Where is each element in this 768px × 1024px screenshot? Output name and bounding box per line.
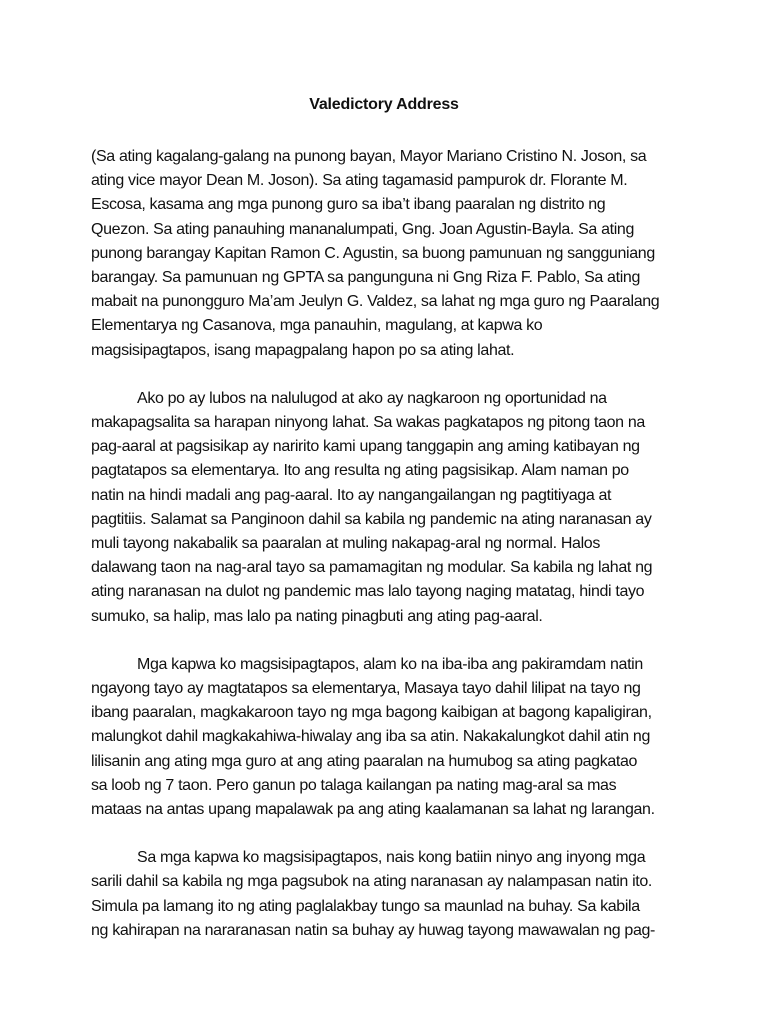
paragraph-line: natin na hindi madali ang pag-aaral. Ito ay nangangailangan ng pagtitiyaga at xyxy=(91,486,612,504)
paragraph-line: sarili dahil sa kabila ng mga pagsubok na ating naranasan ay nalampasan natin ito. xyxy=(91,873,653,891)
paragraph-line: sa loob ng 7 taon. Pero ganun po talaga kailangan pa nating mag-aral sa mas xyxy=(91,776,617,794)
paragraph-line: Escosa, kasama ang mga punong guro sa iba’t ibang paaralan ng distrito ng xyxy=(91,196,606,214)
paragraph-1 xyxy=(91,145,691,363)
paragraph-line: ng kahirapan na nararanasan natin sa buhay ay huwag tayong mawawalan ng pag- xyxy=(91,921,656,939)
paragraph-line: Simula pa lamang ito ng ating paglalakbay tungo sa maunlad na buhay. Sa kabila xyxy=(91,897,640,915)
paragraph-line: (Sa ating kagalang-galang na punong bayan, Mayor Mariano Cristino N. Joson, sa xyxy=(91,148,647,165)
paragraph-line: Quezon. Sa ating panauhing mananalumpati, Gng. Joan Agustin-Bayla. Sa ating xyxy=(91,220,635,238)
paragraph-line: muli tayong nakabalik sa paaralan at muling nakapag-aral ng normal. Halos xyxy=(91,535,600,553)
paragraph-line: punong barangay Kapitan Ramon C. Agustin, sa buong pamunuan ng sangguniang xyxy=(91,244,655,262)
document-body xyxy=(91,145,691,967)
paragraph-4 xyxy=(91,846,691,943)
paragraph-line: sumuko, sa halip, mas lalo pa nating pinagbuti ang ating pag-aaral. xyxy=(91,607,543,625)
paragraph-line: Sa mga kapwa ko magsisipagtapos, nais kong batiin ninyo ang inyong mga xyxy=(137,849,646,867)
paragraph-line: pag-aaral at pagsisikap ay naririto kami upang tanggapin ang aming katibayan ng xyxy=(91,438,640,456)
paragraph-2 xyxy=(91,387,691,629)
paragraph-line: mataas na antas upang mapalawak pa ang ating kaalamanan sa lahat ng larangan. xyxy=(91,801,655,819)
paragraph-line: ibang paaralan, magkakaroon tayo ng mga bagong kaibigan at bagong kapaligiran, xyxy=(91,704,652,722)
paragraph-line: ngayong tayo ay magtatapos sa elementarya, Masaya tayo dahil lilipat na tayo ng xyxy=(91,680,641,698)
paragraph-line: magsisipagtapos, isang mapagpalang hapon po sa ating lahat. xyxy=(91,341,515,359)
paragraph-line: lilisanin ang ating mga guro at ang ating paaralan na humubog sa ating pagkatao xyxy=(91,752,638,770)
paragraph-line: ating vice mayor Dean M. Joson). Sa ating tagamasid pampurok dr. Florante M. xyxy=(91,172,628,190)
paragraph-line: Mga kapwa ko magsisipagtapos, alam ko na iba-iba ang pakiramdam natin xyxy=(137,655,643,673)
paragraph-line: mabait na punongguro Ma’am Jeulyn G. Valdez, sa lahat ng mga guro ng Paaralang xyxy=(91,293,660,311)
paragraph-line: ating naranasan na dulot ng pandemic mas lalo tayong naging matatag, hindi tayo xyxy=(91,583,645,601)
paragraph-line: pagtatapos sa elementarya. Ito ang resulta ng ating pagsisikap. Alam naman po xyxy=(91,462,629,480)
paragraph-line: barangay. Sa pamunuan ng GPTA sa pangunguna ni Gng Riza F. Pablo, Sa ating xyxy=(91,269,641,287)
paragraph-line: malungkot dahil magkakahiwa-hiwalay ang iba sa atin. Nakakalungkot dahil atin ng xyxy=(91,728,651,746)
paragraph-line: Elementarya ng Casanova, mga panauhin, magulang, at kapwa ko xyxy=(91,317,543,335)
paragraph-line: makapagsalita sa harapan ninyong lahat. Sa wakas pagkatapos ng pitong taon na xyxy=(91,414,645,432)
paragraph-line: dalawang taon na nag-aral tayo sa pamamagitan ng modular. Sa kabila ng lahat ng xyxy=(91,559,653,577)
document-title: Valedictory Address xyxy=(309,96,459,113)
paragraph-line: pagtitiis. Salamat sa Panginoon dahil sa kabila ng pandemic na ating naranasan ay xyxy=(91,510,652,528)
paragraph-line: Ako po ay lubos na nalulugod at ako ay nagkaroon ng oportunidad na xyxy=(137,389,607,407)
paragraph-3 xyxy=(91,653,691,822)
